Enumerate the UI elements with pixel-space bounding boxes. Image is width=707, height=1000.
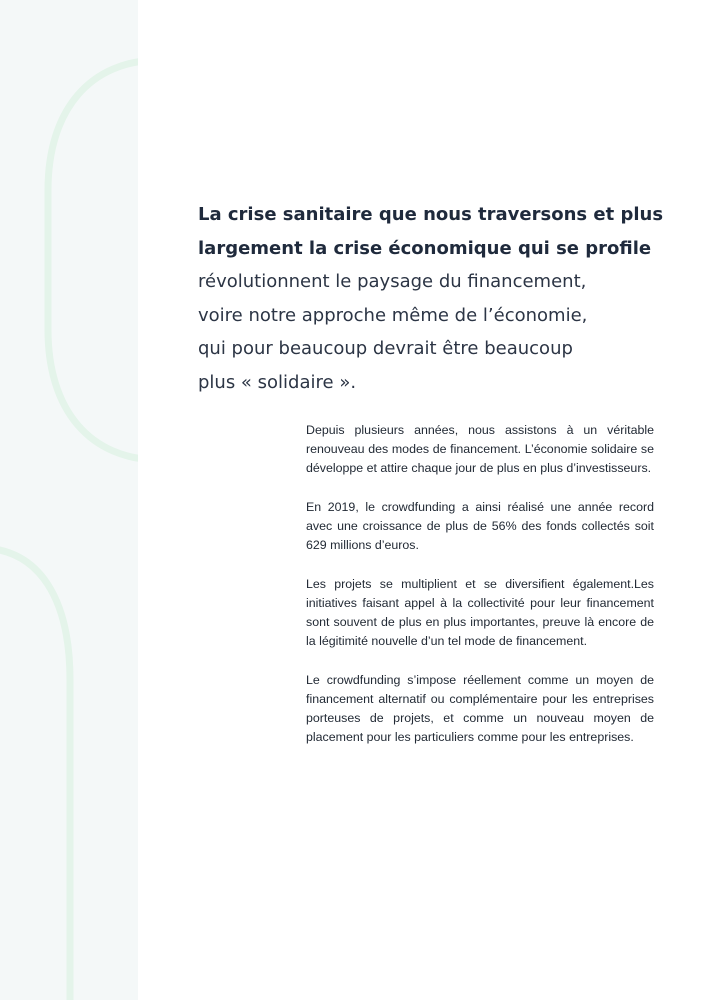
paragraph-projets: Les projets se multiplient et se diversifient également.Les initiatives faisant appel à la collectivité pour leur financement sont souvent de plus en plus importantes, preuve là encore de la légitimité nouvelle d’un tel mode de financement. (306, 576, 654, 649)
intro-line-5: qui pour beaucoup devrait être beaucoup (198, 338, 573, 359)
intro-statement (198, 198, 668, 399)
paragraph-crowdfunding: Le crowdfunding s’impose réellement comme un moyen de financement alternatif ou complémentaire pour les entreprises porteuses de projets, et comme un nouveau moyen de placement pour les particuliers comme pour les entreprises. (306, 672, 654, 745)
decorative-curves (0, 0, 138, 1000)
paragraph-renouveau: Depuis plusieurs années, nous assistons à un véritable renouveau des modes de financement. L’économie solidaire se développe et attire chaque jour de plus en plus d’investisseurs. (306, 423, 654, 476)
intro-line-3: révolutionnent le paysage du financement, (198, 271, 587, 292)
intro-line-4: voire notre approche même de l’économie, (198, 304, 588, 326)
decorative-side-band (0, 0, 138, 1000)
intro-line-6: plus « solidaire ». (198, 371, 357, 393)
intro-bold-line-2: largement la crise économique qui se profile (198, 237, 652, 259)
intro-bold-line-1: La crise sanitaire que nous traversons et plus (198, 204, 664, 225)
paragraph-record-2019: En 2019, le crowdfunding a ainsi réalisé une année record avec une croissance de plus de 56% des fonds collectés soit 629 millions d’euros. (306, 499, 654, 553)
body-text-column (306, 421, 654, 767)
